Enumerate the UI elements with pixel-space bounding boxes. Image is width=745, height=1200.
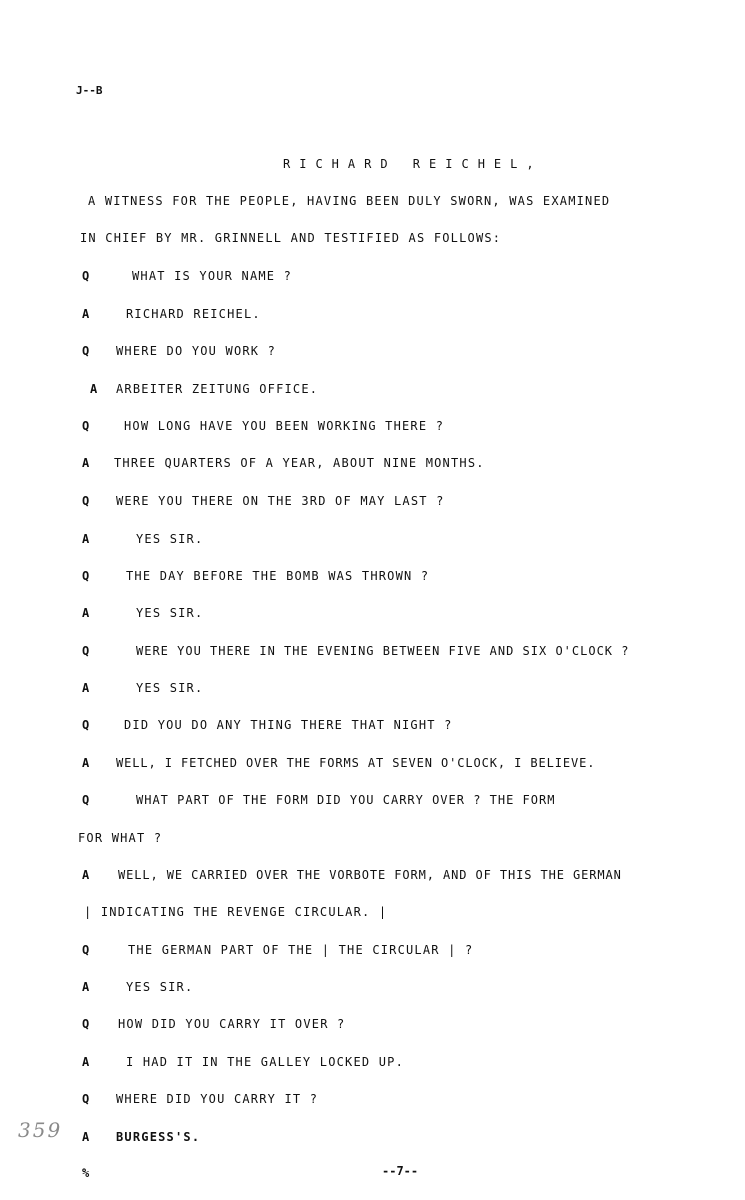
answer-text: WELL, I FETCHED OVER THE FORMS AT SEVEN O'CLOCK, I BELIEVE.: [116, 756, 596, 770]
speaker-label: A: [82, 307, 90, 321]
answer-continuation: | INDICATING THE REVENGE CIRCULAR. |: [84, 905, 388, 919]
question-text: HOW LONG HAVE YOU BEEN WORKING THERE ?: [124, 419, 445, 433]
answer-text: ARBEITER ZEITUNG OFFICE.: [116, 382, 319, 396]
question-text: WHERE DID YOU CARRY IT ?: [116, 1092, 319, 1106]
speaker-label: A: [82, 1130, 90, 1144]
question-text: DID YOU DO ANY THING THERE THAT NIGHT ?: [124, 718, 453, 732]
speaker-label: Q: [82, 344, 90, 358]
question-text: WERE YOU THERE IN THE EVENING BETWEEN FIVE AND SIX O'CLOCK ?: [136, 644, 630, 658]
speaker-label: A: [82, 1055, 90, 1069]
speaker-label: A: [90, 382, 98, 396]
question-text: THE DAY BEFORE THE BOMB WAS THROWN ?: [126, 569, 430, 583]
speaker-label: A: [82, 756, 90, 770]
speaker-label: Q: [82, 494, 90, 508]
speaker-label: Q: [82, 718, 90, 732]
answer-text: BURGESS'S.: [116, 1130, 201, 1144]
answer-text: YES SIR.: [136, 532, 204, 546]
question-text: HOW DID YOU CARRY IT OVER ?: [118, 1017, 346, 1031]
speaker-label: A: [82, 606, 90, 620]
speaker-label: Q: [82, 569, 90, 583]
answer-text: RICHARD REICHEL.: [126, 307, 261, 321]
question-text: THE GERMAN PART OF THE | THE CIRCULAR | ?: [128, 943, 474, 957]
question-continuation: FOR WHAT ?: [78, 831, 163, 845]
speaker-label: Q: [82, 943, 90, 957]
answer-text: YES SIR.: [126, 980, 194, 994]
speaker-label: A: [82, 681, 90, 695]
speaker-label: Q: [82, 269, 90, 283]
speaker-label: Q: [82, 1017, 90, 1031]
question-text: WHAT IS YOUR NAME ?: [132, 269, 293, 283]
margin-page-number: 359: [18, 1118, 63, 1142]
footer-mark: %: [82, 1166, 91, 1180]
speaker-label: A: [82, 532, 90, 546]
answer-text: THREE QUARTERS OF A YEAR, ABOUT NINE MONTHS.: [114, 456, 485, 470]
speaker-label: Q: [82, 644, 90, 658]
question-text: WHAT PART OF THE FORM DID YOU CARRY OVER ? THE FORM: [136, 793, 556, 807]
speaker-label: Q: [82, 793, 90, 807]
answer-text: I HAD IT IN THE GALLEY LOCKED UP.: [126, 1055, 405, 1069]
intro-line-1: A WITNESS FOR THE PEOPLE, HAVING BEEN DULY SWORN, WAS EXAMINED: [88, 194, 611, 208]
speaker-label: Q: [82, 1092, 90, 1106]
page-code: J--B: [76, 84, 103, 97]
witness-title: RICHARD REICHEL,: [283, 157, 543, 171]
answer-text: YES SIR.: [136, 681, 204, 695]
speaker-label: A: [82, 456, 90, 470]
question-text: WERE YOU THERE ON THE 3RD OF MAY LAST ?: [116, 494, 445, 508]
speaker-label: Q: [82, 419, 90, 433]
footer-page-number: --7--: [382, 1164, 419, 1178]
speaker-label: A: [82, 980, 90, 994]
answer-text: WELL, WE CARRIED OVER THE VORBOTE FORM, AND OF THIS THE GERMAN: [118, 868, 622, 882]
answer-text: YES SIR.: [136, 606, 204, 620]
intro-line-2: IN CHIEF BY MR. GRINNELL AND TESTIFIED AS FOLLOWS:: [80, 231, 502, 245]
question-text: WHERE DO YOU WORK ?: [116, 344, 277, 358]
speaker-label: A: [82, 868, 90, 882]
